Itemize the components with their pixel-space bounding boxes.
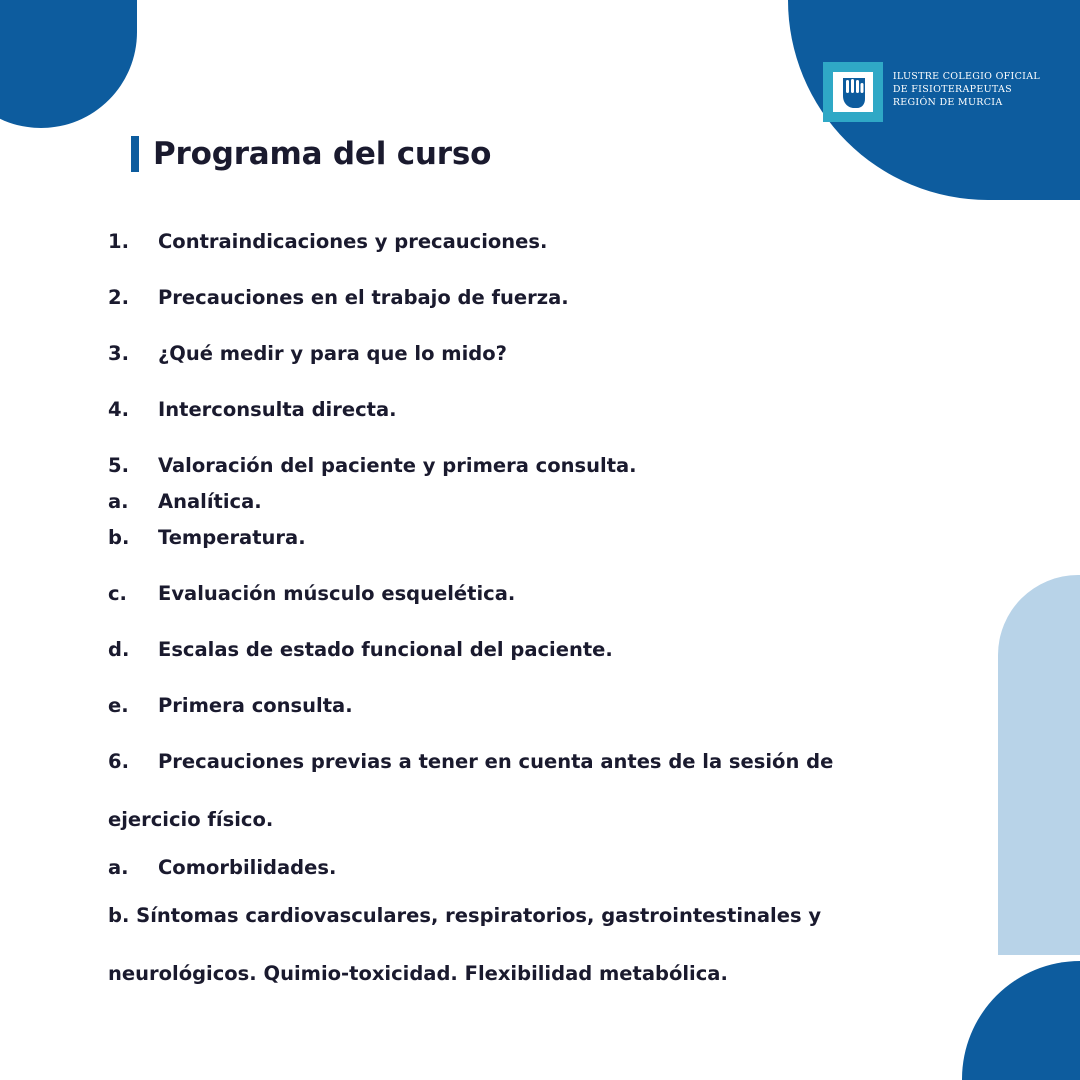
list-item bbox=[108, 960, 988, 988]
list-item-marker: 1. bbox=[108, 230, 129, 253]
list-item-label: Primera consulta. bbox=[158, 694, 353, 717]
organization-name bbox=[893, 62, 1040, 109]
list-item bbox=[108, 902, 988, 930]
list-item-marker: c. bbox=[108, 582, 127, 605]
list-item bbox=[108, 524, 988, 552]
page-title-text: Programa del curso bbox=[153, 136, 492, 172]
list-item bbox=[108, 340, 988, 368]
list-item-marker: a. bbox=[108, 490, 129, 513]
list-item-marker: b. bbox=[108, 526, 130, 549]
org-line-2: DE FISIOTERAPEUTAS bbox=[892, 84, 1012, 95]
list-item bbox=[108, 396, 988, 424]
list-item bbox=[108, 488, 988, 516]
org-line-3: REGIÓN DE MURCIA bbox=[892, 97, 1003, 108]
list-item-marker: 3. bbox=[108, 342, 129, 365]
list-item-label: Analítica. bbox=[158, 490, 262, 513]
decorative-shape-right-light bbox=[998, 575, 1080, 955]
list-item bbox=[108, 806, 988, 834]
list-item-label: Comorbilidades. bbox=[158, 856, 337, 879]
list-item bbox=[108, 854, 988, 882]
list-item-label: Interconsulta directa. bbox=[158, 398, 397, 421]
program-list bbox=[108, 228, 988, 988]
list-item-label: Precauciones en el trabajo de fuerza. bbox=[158, 286, 569, 309]
list-item-label: ejercicio físico. bbox=[108, 808, 274, 831]
list-item bbox=[108, 692, 988, 720]
decorative-shape-top-left bbox=[0, 0, 137, 128]
list-item bbox=[108, 580, 988, 608]
list-item bbox=[108, 452, 988, 480]
list-item bbox=[108, 228, 988, 256]
list-item-label: b. Síntomas cardiovasculares, respiratorios, gastrointestinales y bbox=[108, 904, 822, 927]
page-title bbox=[131, 136, 491, 172]
list-item bbox=[108, 284, 988, 312]
list-item-marker: e. bbox=[108, 694, 129, 717]
list-item-label: ¿Qué medir y para que lo mido? bbox=[158, 342, 507, 365]
list-item-label: Contraindicaciones y precauciones. bbox=[158, 230, 548, 253]
title-accent-bar bbox=[131, 136, 139, 172]
list-item-marker: 6. bbox=[108, 750, 129, 773]
list-item-marker: 4. bbox=[108, 398, 129, 421]
list-item-marker: d. bbox=[108, 638, 130, 661]
org-line-1: ILUSTRE COLEGIO OFICIAL bbox=[892, 71, 1040, 82]
list-item-marker: 2. bbox=[108, 286, 129, 309]
list-item-label: Evaluación músculo esquelética. bbox=[158, 582, 516, 605]
list-item-label: Escalas de estado funcional del paciente. bbox=[158, 638, 613, 661]
list-item-label: Temperatura. bbox=[158, 526, 306, 549]
list-item-label: Valoración del paciente y primera consulta. bbox=[158, 454, 637, 477]
list-item-marker: a. bbox=[108, 856, 129, 879]
list-item-label: neurológicos. Quimio-toxicidad. Flexibilidad metabólica. bbox=[108, 962, 728, 985]
hand-logo-icon bbox=[823, 62, 883, 122]
list-item-marker: 5. bbox=[108, 454, 129, 477]
organization-logo bbox=[823, 62, 1040, 122]
list-item bbox=[108, 636, 988, 664]
list-item bbox=[108, 748, 988, 776]
list-item-label: Precauciones previas a tener en cuenta antes de la sesión de bbox=[158, 750, 834, 773]
